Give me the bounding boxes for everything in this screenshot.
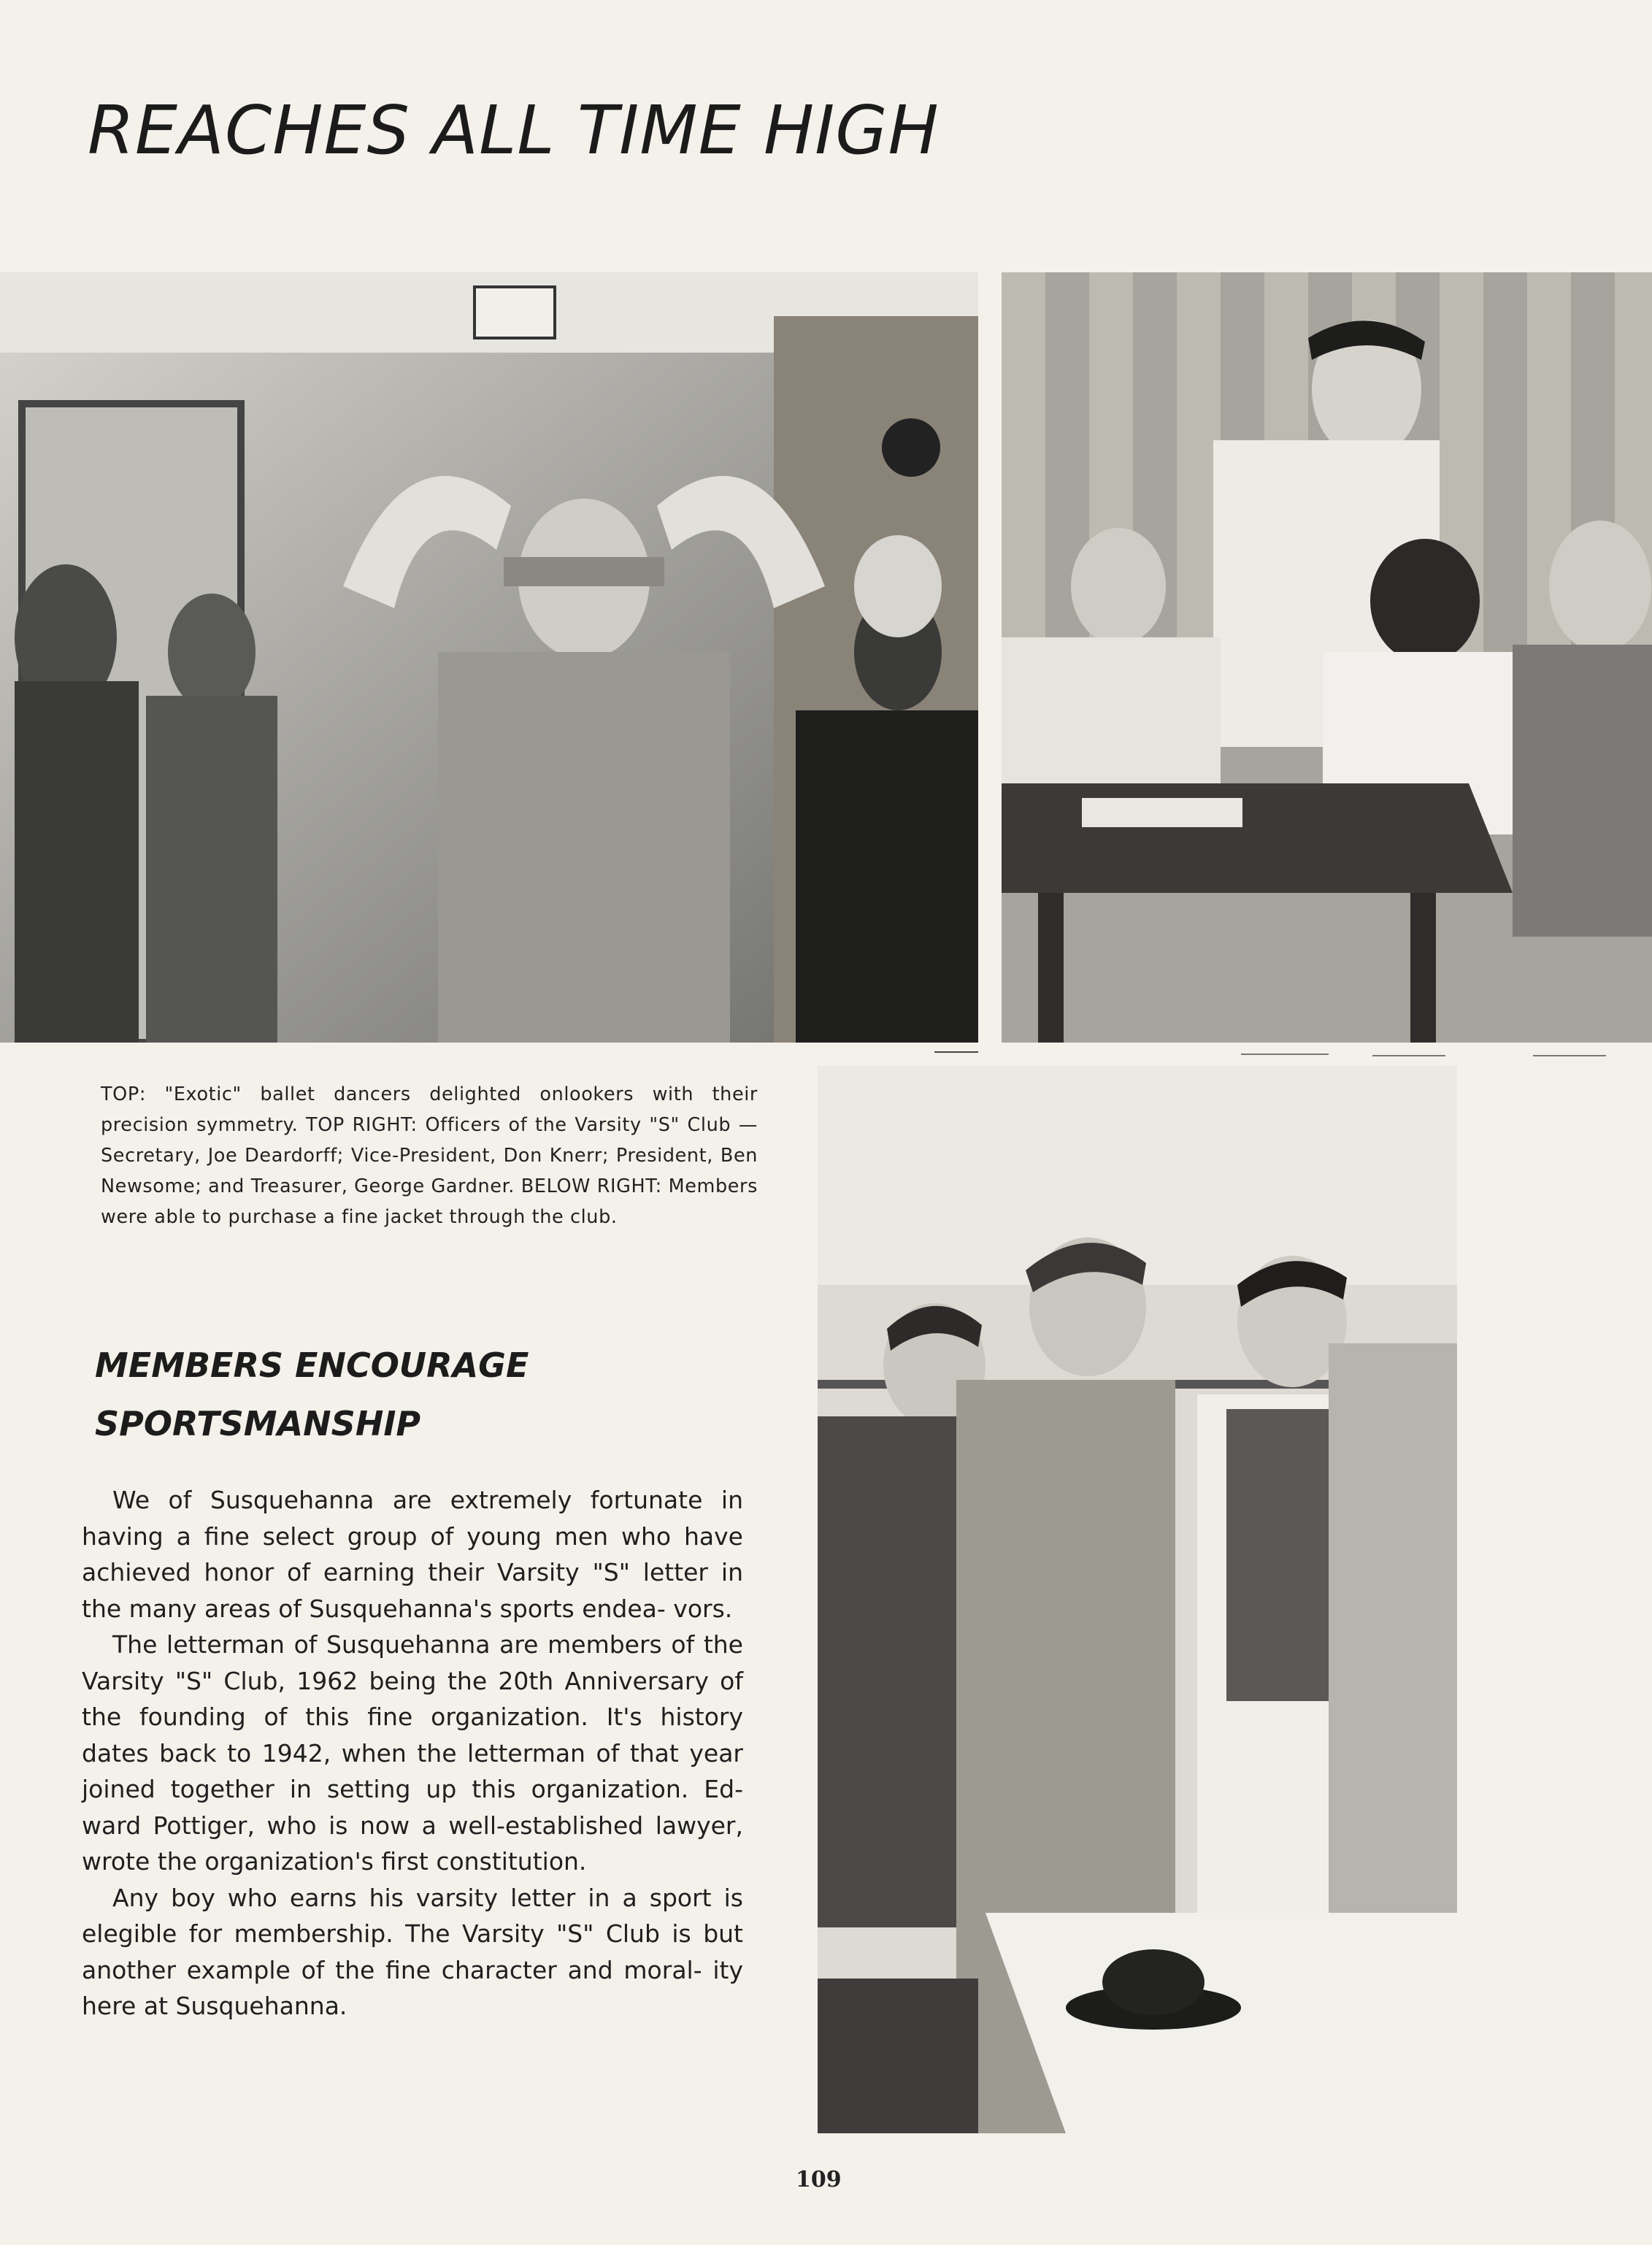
- club-officers-image: [1002, 272, 1652, 1043]
- divider-rule: [1533, 1055, 1606, 1056]
- divider-rule: [934, 1051, 978, 1053]
- jacket-fitting-photo: [818, 1066, 1457, 2133]
- section-heading-line1: MEMBERS ENCOURAGE: [95, 1346, 529, 1385]
- ballet-dancers-image: [0, 272, 978, 1043]
- section-heading-line2: SPORTSMANSHIP: [95, 1404, 421, 1443]
- ballet-dancers-photo: [0, 272, 978, 1043]
- page-number: 109: [796, 2167, 842, 2192]
- section-heading: [95, 1336, 752, 1453]
- jacket-fitting-image: [818, 1066, 1457, 2133]
- caption-text: TOP: "Exotic" ballet dancers delighted onlookers with their precision symmetry. TOP RIGHT: Officers of the Varsity "S" Club — Secretary, Joe Deardorff; Vice-President, Don Knerr; President, Ben Newsome; and Treasurer, George Gardner. BELOW RIGHT: Members were able to purchase a fine jacket through the club.: [101, 1083, 758, 1228]
- club-officers-photo: [1002, 272, 1652, 1043]
- body-paragraph: Any boy who earns his varsity letter in a sport is elegible for membership. The Varsity "S" Club is but another example of the fine character and moral- ity here at Susquehanna.: [82, 1883, 743, 2020]
- photo-caption: [101, 1079, 758, 1232]
- article-body: [82, 1482, 743, 2025]
- divider-rule: [1372, 1055, 1445, 1056]
- page-title: REACHES ALL TIME HIGH: [88, 91, 940, 169]
- body-paragraph: We of Susquehanna are extremely fortunate in having a fine select group of young men who have achieved honor of earning their Varsity "S" letter in the many areas of Susquehanna's sports endea- vors.: [82, 1486, 743, 1623]
- divider-rule: [1241, 1054, 1329, 1055]
- body-paragraph: The letterman of Susquehanna are members of the Varsity "S" Club, 1962 being the 20th Anniversary of the founding of this fine organization. It's history dates back to 1942, when the letterman of that year joined together in setting up this organization. Ed- ward Pottiger, who is now a well-established lawyer, wrote the organization's first constitution.: [82, 1630, 743, 1876]
